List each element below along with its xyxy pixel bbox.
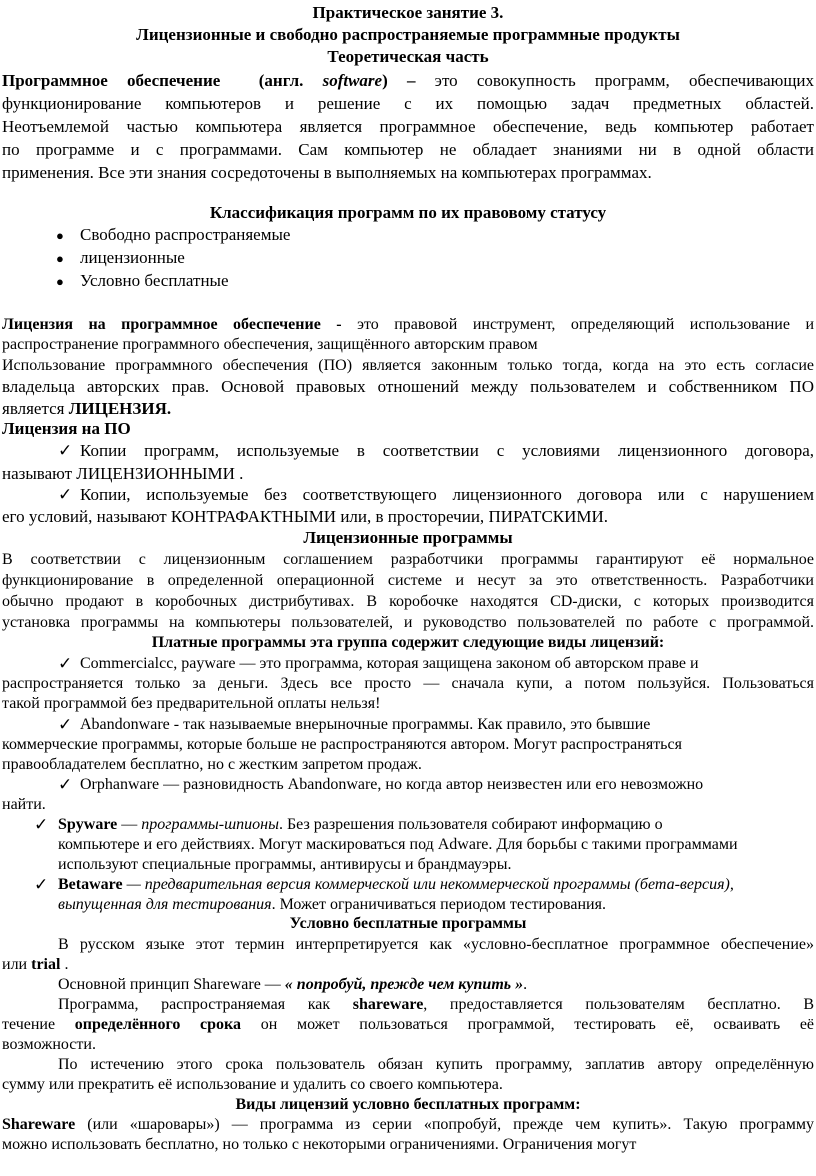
- intro-line-2: функционирование компьютеров и решение с их помощью задач предметных областей.: [2, 94, 814, 113]
- bullet-icon: ●: [56, 228, 64, 243]
- shareware-p4-line-1: По истечению этого срока пользователь обязан купить программу, заплатив автору определённую: [58, 1056, 814, 1073]
- abandonware-line-2: коммерческие программы, которые больше не распространяются автором. Могут распространяться: [2, 736, 682, 753]
- license-line-5: является ЛИЦЕНЗИЯ.: [2, 399, 172, 418]
- classification-item: Свободно распространяемые: [80, 225, 291, 244]
- bullet-icon: ●: [56, 251, 64, 266]
- classification-item: лицензионные: [80, 248, 185, 267]
- check-icon: ✓: [58, 775, 73, 795]
- license-types-heading: Виды лицензий условно бесплатных программ:: [235, 1096, 581, 1113]
- intro-line-5: применения. Все эти знания сосредоточены в выполняемых на компьютерах программах.: [2, 163, 652, 182]
- check-icon: ✓: [58, 654, 73, 674]
- betaware-line-1: Betaware — предварительная версия коммерческой или некоммерческой программы (бета-версия),: [58, 876, 734, 893]
- shareware-p4-line-2: сумму или прекратить её использование и удалить со своего компьютера.: [2, 1076, 503, 1093]
- shareware-p1-line-1: В русском языке этот термин интерпретируется как «условно-бесплатное программное обеспечение»: [58, 936, 814, 953]
- shareware-term: Shareware: [2, 1116, 76, 1133]
- betaware-term: Betaware: [58, 876, 123, 893]
- bullet-icon: ●: [56, 274, 64, 289]
- page-subtitle: Лицензионные и свободно распространяемые программные продукты: [136, 25, 680, 44]
- spyware-term: Spyware: [58, 816, 118, 833]
- section-label: Теоретическая часть: [327, 47, 489, 66]
- check-icon: ✓: [58, 715, 73, 735]
- shareware-type-line-2: можно использовать бесплатно, но только с некоторыми ограничениями. Ограничения могут: [2, 1136, 637, 1153]
- orphanware-line-2: найти.: [2, 796, 46, 813]
- license-term: Лицензия на программное обеспечение -: [2, 316, 342, 333]
- licensed-line-4: установка программы на компьютеры пользователей, и руководство пользователей по работе с программой.: [2, 614, 814, 631]
- check-icon: ✓: [58, 441, 73, 461]
- intro-term: Программное обеспечение: [2, 71, 221, 90]
- licensed-line-2: функционирование в определенной операционной системе и несут за это ответственность. Разработчики: [2, 572, 814, 589]
- spyware-line-1: Spyware — программы-шпионы. Без разрешения пользователя собирают информацию о: [58, 816, 663, 833]
- spyware-line-3: используют специальные программы, антивирусы и брандмауэры.: [58, 856, 512, 873]
- license-check-1-line-2: называют ЛИЦЕНЗИОННЫМИ .: [2, 464, 244, 483]
- betaware-line-2: выпущенная для тестирования. Может ограничиваться периодом тестирования.: [58, 896, 606, 913]
- commercial-line-1: Commercialcc, payware — это программа, которая защищена законом об авторском праве и: [80, 655, 699, 672]
- intro-line-4: по программе и с программами. Сам компьютер не обладает знаниями ни в одной области: [2, 140, 814, 159]
- commercial-line-2: распространяется только за деньги. Здесь все просто — сначала купи, а потом пользуйся. Пользоваться: [2, 675, 814, 692]
- classification-heading: Классификация программ по их правовому статусу: [209, 203, 607, 222]
- shareware-heading: Условно бесплатные программы: [289, 915, 527, 932]
- classification-item: Условно бесплатные: [80, 271, 229, 290]
- orphanware-line-1: Orphanware — разновидность Abandonware, но когда автор неизвестен или его невозможно: [80, 776, 704, 793]
- license-line-4: владельца авторских прав. Основой правовых отношений между пользователем и собственником ПО: [2, 377, 814, 396]
- spyware-line-2: компьютере и его действиях. Могут маскироваться под Adware. Для борьбы с такими программами: [58, 836, 738, 853]
- commercial-line-3: такой программой без предварительной оплаты нельзя!: [2, 695, 381, 712]
- abandonware-line-3: правообладателем бесплатно, но с жестким запретом продаж.: [2, 756, 422, 773]
- intro-line-1: Программное обеспечение (англ. software) – это совокупность программ, обеспечивающих: [2, 71, 815, 90]
- page-title: Практическое занятие 3.: [312, 3, 504, 22]
- intro-line-3: Неотъемлемой частью компьютера является программное обеспечение, ведь компьютер работает: [2, 117, 814, 136]
- shareware-p3-line-1: Программа, распространяемая как shareware, предоставляется пользователям бесплатно. В: [58, 996, 815, 1013]
- check-icon: ✓: [34, 875, 49, 895]
- abandonware-line-1: Abandonware - так называемые внерыночные программы. Как правило, это бывшие: [80, 716, 651, 733]
- licensed-line-1: В соответствии с лицензионным соглашением разработчики программы гарантируют её нормальное: [2, 551, 814, 568]
- license-check-1-line-1: Копии программ, используемые в соответствии с условиями лицензионного договора,: [80, 441, 814, 460]
- shareware-p3-line-3: возможности.: [2, 1036, 96, 1053]
- license-check-2-line-2: его условий, называют КОНТРАФАКТНЫМИ или, в просторечии, ПИРАТСКИМИ.: [2, 507, 609, 526]
- license-line-3: Использование программного обеспечения (ПО) является законным только тогда, когда на это есть согласие: [2, 357, 814, 374]
- check-icon: ✓: [34, 815, 49, 835]
- shareware-p3-line-2: течение определённого срока он может пользоваться программой, тестировать её, осваивать её: [2, 1016, 815, 1033]
- license-check-2-line-1: Копии, используемые без соответствующего лицензионного договора или с нарушением: [80, 485, 814, 504]
- license-line-1: Лицензия на программное обеспечение - это правовой инструмент, определяющий использование и: [2, 316, 815, 333]
- paid-heading: Платные программы эта группа содержит следующие виды лицензий:: [151, 634, 665, 651]
- license-heading: Лицензия на ПО: [2, 419, 131, 438]
- shareware-principle: Основной принцип Shareware — « попробуй, прежде чем купить ».: [58, 976, 528, 993]
- licensed-line-3: обычно продают в коробочных дистрибутивах. В коробочке находятся CD-диски, с которых производится: [2, 593, 814, 610]
- license-line-2: распространение программного обеспечения, защищённого авторским правом: [2, 336, 538, 353]
- licensed-heading: Лицензионные программы: [303, 528, 513, 547]
- shareware-type-line-1: Shareware (или «шаровары») — программа из серии «попробуй, прежде чем купить». Такую программу: [2, 1116, 815, 1133]
- check-icon: ✓: [58, 485, 73, 505]
- shareware-p1-line-2: или trial .: [2, 956, 69, 973]
